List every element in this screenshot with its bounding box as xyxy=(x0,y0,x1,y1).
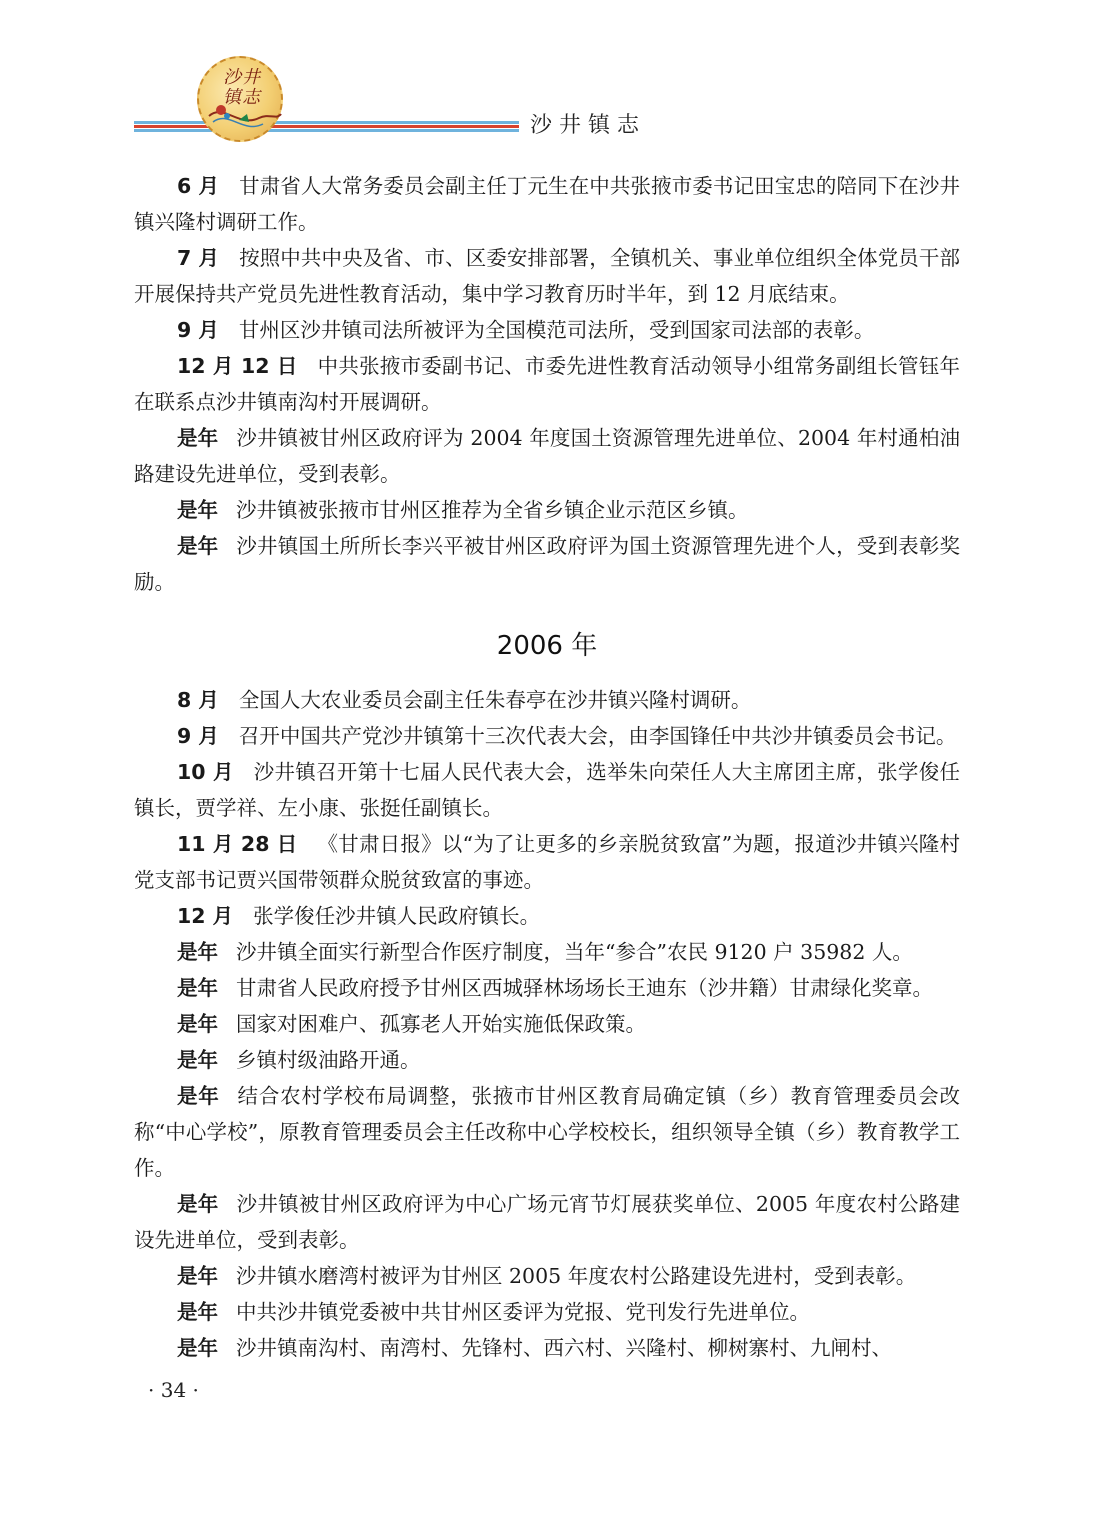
entry-text: 沙井镇国土所所长李兴平被甘州区政府评为国土资源管理先进个人，受到表彰奖励。 xyxy=(134,534,961,594)
chronicle-entry xyxy=(134,934,960,970)
chronicle-entry xyxy=(134,718,960,754)
entry-text: 召开中国共产党沙井镇第十三次代表大会，由李国锋任中共沙井镇委员会书记。 xyxy=(238,724,957,748)
chronicle-entry xyxy=(134,312,960,348)
entry-date: 是年 xyxy=(177,426,219,450)
entry-date: 是年 xyxy=(177,976,218,1000)
entry-text: 沙井镇召开第十七届人民代表大会，选举朱向荣任人大主席团主席，张学俊任镇长，贾学祥、左小康、张挺任副镇长。 xyxy=(134,760,960,820)
entry-text: 张学俊任沙井镇人民政府镇长。 xyxy=(253,904,541,928)
entry-date: 是年 xyxy=(177,1336,218,1360)
entry-text: 甘肃省人民政府授予甘州区西城驿林场场长王迪东（沙井籍）甘肃绿化奖章。 xyxy=(236,976,933,1000)
entry-text: 沙井镇被甘州区政府评为中心广场元宵节灯展获奖单位、2005 年度农村公路建设先进单位，受到表彰。 xyxy=(134,1192,961,1252)
entry-text: 甘肃省人大常务委员会副主任丁元生在中共张掖市委书记田宝忠的陪同下在沙井镇兴隆村调研工作。 xyxy=(134,174,961,234)
entry-text: 沙井镇全面实行新型合作医疗制度，当年“参合”农民 9120 户 35982 人。 xyxy=(236,940,913,964)
chronicle-entry xyxy=(134,1330,960,1366)
chronicle-entry xyxy=(134,826,960,898)
chronicle-entry xyxy=(134,240,960,312)
entry-date: 9 月 xyxy=(177,724,219,748)
header-rule-top xyxy=(134,121,519,124)
page-header xyxy=(0,0,1093,150)
entry-text: 《甘肃日报》以“为了让更多的乡亲脱贫致富”为题，报道沙井镇兴隆村党支部书记贾兴国带领群众脱贫致富的事迹。 xyxy=(134,832,961,892)
entry-text: 沙井镇南沟村、南湾村、先锋村、西六村、兴隆村、柳树寨村、九闸村、 xyxy=(236,1336,892,1360)
entry-date: 8 月 xyxy=(177,688,219,712)
chronicle-entry xyxy=(134,682,960,718)
entries-2005 xyxy=(134,168,960,600)
chronicle-entry xyxy=(134,754,960,826)
entry-date: 11 月 28 日 xyxy=(177,832,298,856)
chronicle-entry xyxy=(134,970,960,1006)
logo-text: 沙井镇志 xyxy=(223,67,261,108)
entry-date: 是年 xyxy=(177,1048,218,1072)
chronicle-entry xyxy=(134,1186,960,1258)
entry-text: 甘州区沙井镇司法所被评为全国模范司法所，受到国家司法部的表彰。 xyxy=(238,318,875,342)
entry-date: 9 月 xyxy=(177,318,219,342)
entry-text: 国家对困难户、孤寡老人开始实施低保政策。 xyxy=(236,1012,646,1036)
chronicle-entry xyxy=(134,348,960,420)
chronicle-entry xyxy=(134,898,960,934)
entry-date: 7 月 xyxy=(177,246,220,270)
entry-text: 中共张掖市委副书记、市委先进性教育活动领导小组常务副组长管钰年在联系点沙井镇南沟村开展调研。 xyxy=(134,354,961,414)
entry-date: 是年 xyxy=(177,1264,218,1288)
page-number: · 34 · xyxy=(148,1378,199,1402)
entry-text: 中共沙井镇党委被中共甘州区委评为党报、党刊发行先进单位。 xyxy=(236,1300,810,1324)
entry-text: 沙井镇水磨湾村被评为甘州区 2005 年度农村公路建设先进村，受到表彰。 xyxy=(236,1264,917,1288)
entry-date: 10 月 xyxy=(177,760,234,784)
running-title: 沙井镇志 xyxy=(530,113,647,138)
entries-2006 xyxy=(134,682,960,1366)
header-rule-bottom xyxy=(134,129,519,132)
entry-text: 结合农村学校布局调整，张掖市甘州区教育局确定镇（乡）教育管理委员会改称“中心学校”，原教育管理委员会主任改称中心学校校长，组织领导全镇（乡）教育教学工作。 xyxy=(134,1084,961,1180)
header-rule-middle xyxy=(134,125,519,128)
logo-seal xyxy=(197,56,283,142)
entry-date: 12 月 12 日 xyxy=(177,354,298,378)
entry-text: 全国人大农业委员会副主任朱春亭在沙井镇兴隆村调研。 xyxy=(238,688,752,712)
entry-date: 是年 xyxy=(177,1192,219,1216)
entry-date: 是年 xyxy=(177,1012,218,1036)
chronicle-entry xyxy=(134,492,960,528)
entry-date: 是年 xyxy=(177,498,218,522)
chronicle-entry xyxy=(134,1078,960,1186)
entry-date: 是年 xyxy=(177,1300,218,1324)
entry-text: 乡镇村级油路开通。 xyxy=(236,1048,421,1072)
chronicle-entry xyxy=(134,528,960,600)
entry-date: 是年 xyxy=(177,534,219,558)
chronicle-entry xyxy=(134,1006,960,1042)
entry-date: 是年 xyxy=(177,940,218,964)
page-body xyxy=(134,168,960,1366)
chronicle-entry xyxy=(134,1042,960,1078)
entry-text: 沙井镇被张掖市甘州区推荐为全省乡镇企业示范区乡镇。 xyxy=(236,498,749,522)
entry-text: 按照中共中央及省、市、区委安排部署，全镇机关、事业单位组织全体党员干部开展保持共产党员先进性教育活动，集中学习教育历时半年，到 12 月底结束。 xyxy=(134,246,961,306)
entry-date: 是年 xyxy=(177,1084,220,1108)
year-heading: 2006 年 xyxy=(496,631,598,661)
chronicle-entry xyxy=(134,420,960,492)
chronicle-entry xyxy=(134,168,960,240)
entry-date: 12 月 xyxy=(177,904,234,928)
chronicle-entry xyxy=(134,1294,960,1330)
entry-text: 沙井镇被甘州区政府评为 2004 年度国土资源管理先进单位、2004 年村通柏油路建设先进单位，受到表彰。 xyxy=(134,426,961,486)
entry-date: 6 月 xyxy=(177,174,220,198)
chronicle-entry xyxy=(134,1258,960,1294)
